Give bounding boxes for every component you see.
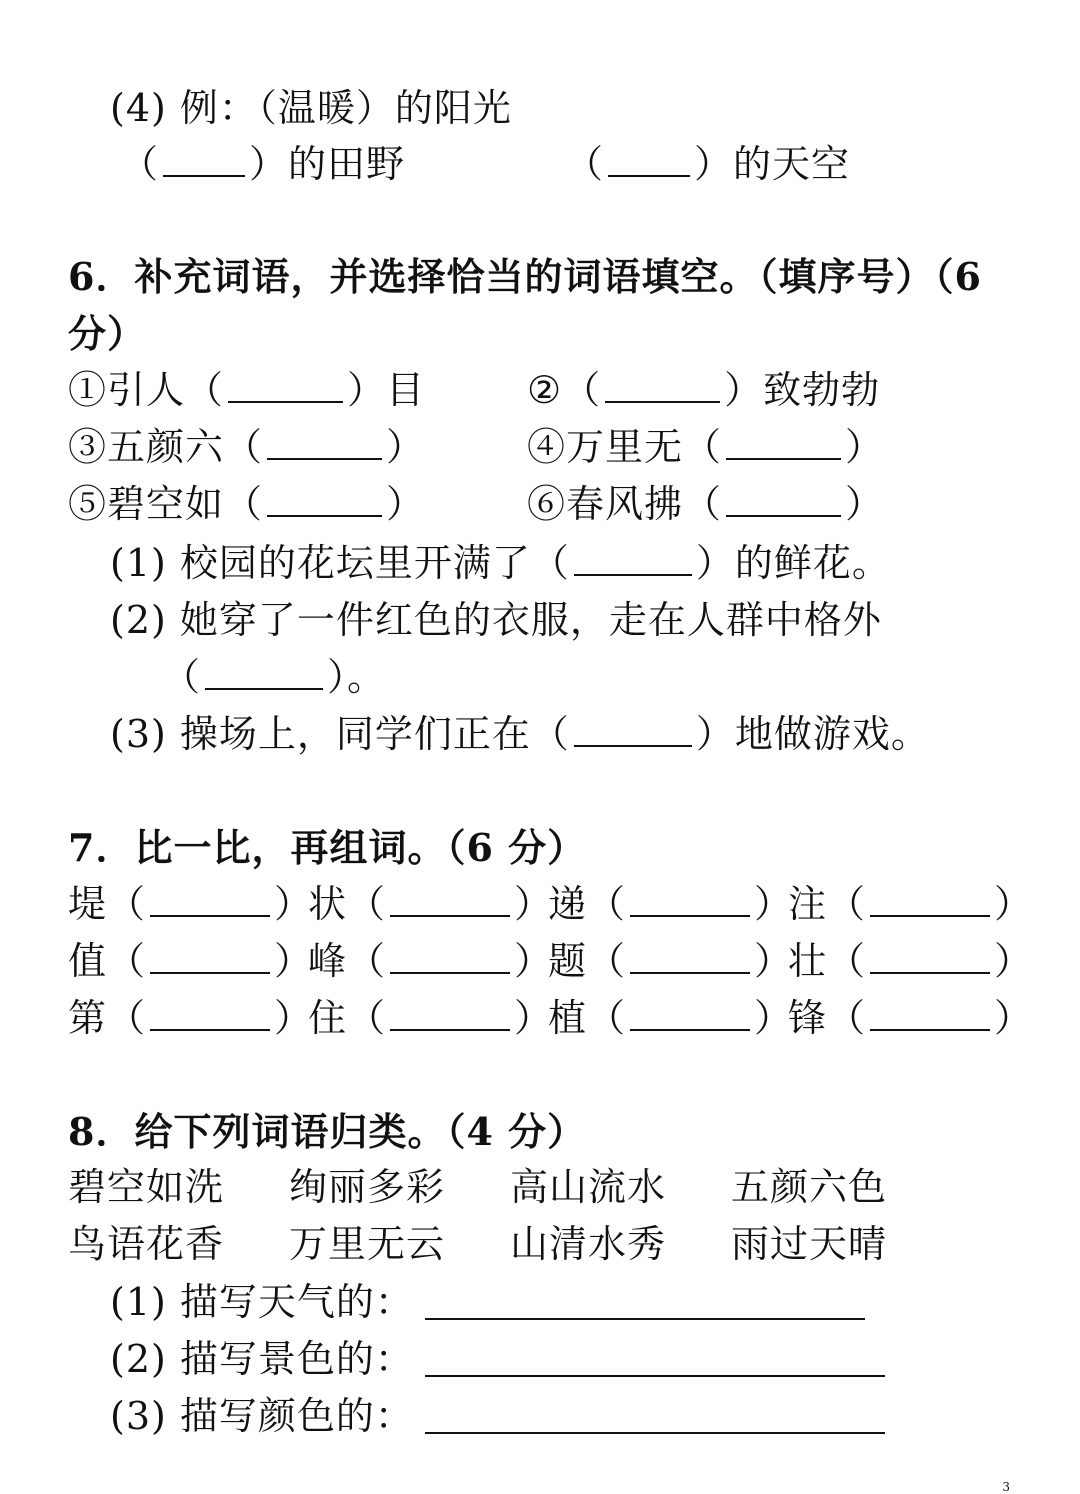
answer-blank[interactable] xyxy=(574,544,692,576)
answer-blank[interactable] xyxy=(390,885,510,917)
q6-sentence-1: (1) 校园的花坛里开满了（ ）的鲜花。 xyxy=(110,541,891,585)
q6-word-3: ③五颜六（ ） xyxy=(68,425,426,469)
answer-blank[interactable] xyxy=(228,371,343,403)
q8-word: 山清水秀 xyxy=(510,1222,667,1266)
q8-word: 雨过天晴 xyxy=(731,1222,888,1266)
answer-blank[interactable] xyxy=(726,428,841,460)
q7-cell: 峰（ ） xyxy=(308,939,554,983)
q7-cell: 锋（ ） xyxy=(788,996,1034,1040)
answer-blank[interactable] xyxy=(630,999,750,1031)
q7-row-2 xyxy=(68,937,1034,985)
answer-blank[interactable] xyxy=(267,485,382,517)
answer-line-weather[interactable] xyxy=(425,1318,865,1320)
q6-word-4: ④万里无（ ） xyxy=(527,425,885,469)
answer-blank[interactable] xyxy=(608,145,690,177)
q7-cell: 堤（ ） xyxy=(68,882,314,926)
answer-blank[interactable] xyxy=(163,145,245,177)
q6-title-cont: 分） xyxy=(68,311,147,356)
q7-title: 7．比一比，再组词。（6 分） xyxy=(68,825,587,870)
page-number: 3 xyxy=(1002,1480,1010,1494)
q8-category-weather: (1) 描写天气的： xyxy=(110,1280,414,1324)
q6-word-2: ②（ ）致勃勃 xyxy=(527,368,881,412)
q8-title: 8．给下列词语归类。（4 分） xyxy=(68,1109,587,1154)
q8-category-scenery: (2) 描写景色的： xyxy=(110,1337,414,1381)
q7-cell: 住（ ） xyxy=(308,996,554,1040)
answer-blank[interactable] xyxy=(870,885,990,917)
q6-word-5: ⑤碧空如（ ） xyxy=(68,482,426,526)
answer-blank[interactable] xyxy=(150,942,270,974)
answer-blank[interactable] xyxy=(726,485,841,517)
q6-sentence-2-cont: （ ）。 xyxy=(162,655,387,699)
q6-word-1: ①引人（ ）目 xyxy=(68,368,426,412)
q7-cell: 注（ ） xyxy=(788,882,1034,926)
answer-blank[interactable] xyxy=(870,942,990,974)
q6-sentence-2: (2) 她穿了一件红色的衣服，走在人群中格外 xyxy=(110,598,882,642)
answer-line-scenery[interactable] xyxy=(425,1375,885,1377)
answer-blank[interactable] xyxy=(630,942,750,974)
answer-blank[interactable] xyxy=(605,371,720,403)
q8-words-row-2 xyxy=(68,1220,1028,1268)
q5-example-line: (4) 例：（温暖）的阳光 xyxy=(110,86,512,130)
answer-blank[interactable] xyxy=(205,658,323,690)
answer-blank[interactable] xyxy=(630,885,750,917)
q8-word: 碧空如洗 xyxy=(68,1165,225,1209)
answer-blank[interactable] xyxy=(267,428,382,460)
q7-cell: 状（ ） xyxy=(308,882,554,926)
answer-blank[interactable] xyxy=(150,999,270,1031)
q8-word: 鸟语花香 xyxy=(68,1222,225,1266)
q8-word: 五颜六色 xyxy=(731,1165,888,1209)
q8-word: 绚丽多彩 xyxy=(289,1165,446,1209)
answer-blank[interactable] xyxy=(870,999,990,1031)
q7-cell: 第（ ） xyxy=(68,996,314,1040)
answer-blank[interactable] xyxy=(390,999,510,1031)
q8-words-row-1 xyxy=(68,1163,1028,1211)
answer-blank[interactable] xyxy=(150,885,270,917)
q7-cell: 壮（ ） xyxy=(788,939,1034,983)
q6-title: 6．补充词语，并选择恰当的词语填空。（填序号）（6 xyxy=(68,254,982,299)
q8-category-color: (3) 描写颜色的： xyxy=(110,1394,414,1438)
q8-word: 万里无云 xyxy=(289,1222,446,1266)
q7-row-1 xyxy=(68,880,1034,928)
q7-cell: 植（ ） xyxy=(548,996,794,1040)
q7-cell: 题（ ） xyxy=(548,939,794,983)
answer-blank[interactable] xyxy=(574,715,692,747)
answer-line-color[interactable] xyxy=(425,1432,885,1434)
q5-item-2: （ ）的天空 xyxy=(565,142,851,186)
q6-word-6: ⑥春风拂（ ） xyxy=(527,482,885,526)
q7-cell: 值（ ） xyxy=(68,939,314,983)
q7-cell: 递（ ） xyxy=(548,882,794,926)
q8-word: 高山流水 xyxy=(510,1165,667,1209)
answer-blank[interactable] xyxy=(390,942,510,974)
q5-item-1: （ ）的田野 xyxy=(120,142,406,186)
q7-row-3 xyxy=(68,994,1034,1042)
q6-sentence-3: (3) 操场上，同学们正在（ ）地做游戏。 xyxy=(110,712,930,756)
